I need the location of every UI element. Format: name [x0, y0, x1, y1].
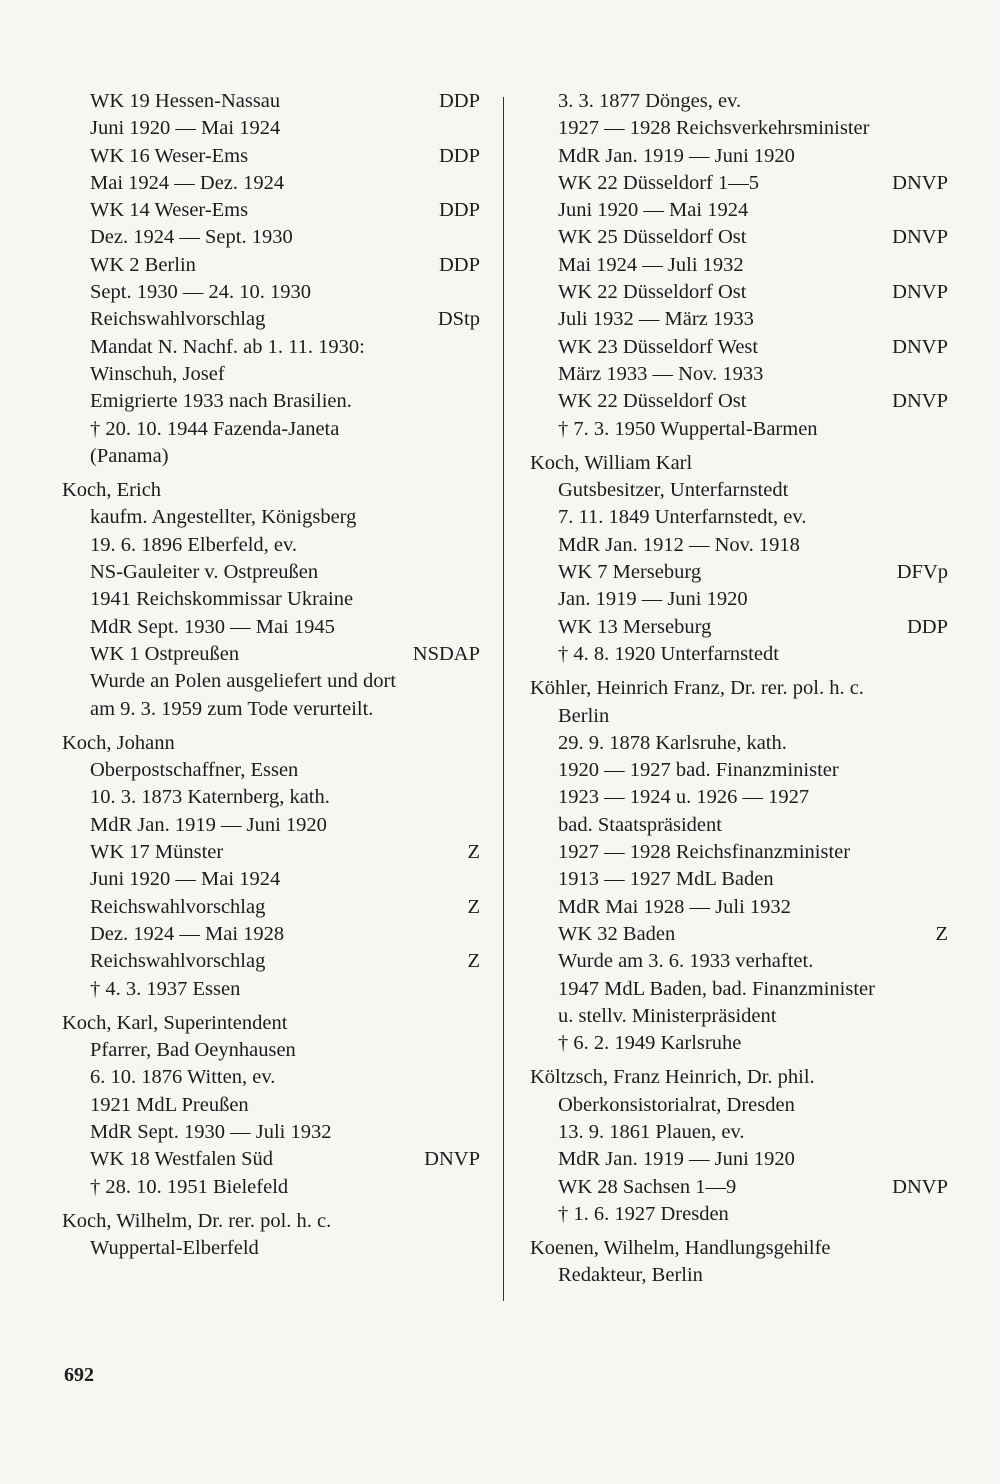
line-text: MdR Jan. 1912 — Nov. 1918: [558, 533, 800, 556]
line-text: (Panama): [90, 444, 169, 467]
entry-line: [62, 170, 480, 197]
line-text: Wurde an Polen ausgeliefert und dort: [90, 670, 397, 693]
line-text: MdR Jan. 1919 — Juni 1920: [558, 144, 795, 167]
line-text: WK 23 Düsseldorf West: [558, 335, 759, 358]
line-text: Sept. 1930 — 24. 10. 1930: [90, 281, 311, 304]
entry-line: [62, 388, 480, 415]
entry-line: [62, 1146, 480, 1173]
entry-line: [530, 1092, 948, 1119]
biography-entry: [62, 730, 480, 1003]
entry-heading: [530, 1235, 948, 1262]
line-text: Berlin: [558, 704, 610, 727]
entry-line: [62, 812, 480, 839]
line-text: Redakteur, Berlin: [558, 1264, 703, 1287]
entry-line: [530, 730, 948, 757]
line-text: 1923 — 1924 u. 1926 — 1927: [558, 786, 810, 809]
entry-line: [530, 1201, 948, 1228]
party-label: DNVP: [892, 390, 948, 413]
line-text: Wurde am 3. 6. 1933 verhaftet.: [558, 950, 814, 973]
entry-heading: [530, 450, 948, 477]
line-text: 1927 — 1928 Reichsverkehrsminister: [558, 117, 870, 140]
line-text: 1941 Reichskommissar Ukraine: [90, 588, 354, 611]
line-text: WK 17 Münster: [90, 841, 224, 864]
biography-entry: [62, 88, 480, 470]
entry-line: [530, 170, 948, 197]
entry-line: [530, 143, 948, 170]
line-text: März 1933 — Nov. 1933: [558, 362, 764, 385]
entry-line: [62, 224, 480, 251]
line-text: Reichswahlvorschlag: [90, 308, 266, 331]
entry-line: [62, 1092, 480, 1119]
entry-line: [530, 477, 948, 504]
party-label: Z: [467, 895, 480, 918]
entry-line: [530, 306, 948, 333]
party-label: DDP: [438, 199, 480, 222]
entry-line: [530, 641, 948, 668]
party-label: DDP: [438, 90, 480, 112]
line-text: 7. 11. 1849 Unterfarnstedt, ev.: [558, 506, 807, 529]
line-text: WK 19 Hessen-Nassau: [90, 90, 281, 112]
line-text: WK 2 Berlin: [90, 253, 196, 276]
entry-line: [62, 586, 480, 613]
line-text: kaufm. Angestellter, Königsberg: [90, 506, 357, 529]
line-text: Dez. 1924 — Mai 1928: [90, 922, 285, 945]
entry-line: [530, 586, 948, 613]
entry-line: [62, 559, 480, 586]
entry-heading: [62, 1208, 480, 1235]
line-text: Koenen, Wilhelm, Handlungsgehilfe: [530, 1237, 831, 1260]
entry-line: [62, 894, 480, 921]
entry-line: [62, 115, 480, 142]
line-text: 1927 — 1928 Reichsfinanzminister: [558, 841, 851, 864]
party-label: DDP: [438, 253, 480, 276]
party-label: DFVp: [896, 561, 948, 584]
party-label: DNVP: [892, 281, 948, 304]
entry-line: [62, 641, 480, 668]
entry-line: [530, 839, 948, 866]
line-text: Oberpostschaffner, Essen: [90, 759, 299, 782]
party-label: NSDAP: [412, 642, 480, 665]
line-text: Koch, Wilhelm, Dr. rer. pol. h. c.: [62, 1209, 332, 1232]
line-text: WK 13 Merseburg: [558, 615, 712, 638]
line-text: 6. 10. 1876 Witten, ev.: [90, 1066, 276, 1089]
biography-entry: [530, 675, 948, 1057]
line-text: Mai 1924 — Dez. 1924: [90, 171, 285, 194]
entry-line: [530, 1003, 948, 1030]
line-text: † 28. 10. 1951 Bielefeld: [90, 1175, 289, 1198]
entry-line: [530, 279, 948, 306]
line-text: MdR Jan. 1919 — Juni 1920: [558, 1148, 795, 1171]
entry-line: [62, 1119, 480, 1146]
line-text: 1913 — 1927 MdL Baden: [558, 868, 774, 891]
party-label: DStp: [437, 308, 480, 331]
right-column: [530, 88, 948, 1297]
entry-line: [62, 416, 480, 443]
party-label: DNVP: [892, 226, 948, 249]
line-text: WK 22 Düsseldorf Ost: [558, 390, 747, 413]
line-text: MdR Sept. 1930 — Juli 1932: [90, 1120, 332, 1143]
entry-line: [530, 115, 948, 142]
line-text: Wuppertal-Elberfeld: [90, 1237, 259, 1260]
entry-line: [62, 757, 480, 784]
entry-line: [530, 921, 948, 948]
biography-entry: [530, 1064, 948, 1228]
line-text: † 4. 3. 1937 Essen: [90, 977, 241, 1000]
party-label: DNVP: [892, 335, 948, 358]
entry-line: [530, 1146, 948, 1173]
entry-line: [530, 1030, 948, 1057]
entry-line: [62, 532, 480, 559]
line-text: Koch, Johann: [62, 731, 175, 754]
entry-line: [530, 1119, 948, 1146]
line-text: Oberkonsistorialrat, Dresden: [558, 1093, 795, 1116]
entry-line: [62, 784, 480, 811]
entry-line: [530, 894, 948, 921]
entry-line: [62, 614, 480, 641]
line-text: WK 25 Düsseldorf Ost: [558, 226, 747, 249]
line-text: WK 22 Düsseldorf 1—5: [558, 171, 759, 194]
line-text: Gutsbesitzer, Unterfarnstedt: [558, 479, 789, 502]
entry-line: [62, 306, 480, 333]
line-text: Winschuh, Josef: [90, 362, 225, 385]
entry-heading: [530, 675, 948, 702]
entry-line: [530, 976, 948, 1003]
line-text: MdR Mai 1928 — Juli 1932: [558, 895, 791, 918]
line-text: Mai 1924 — Juli 1932: [558, 253, 744, 276]
entry-line: [530, 224, 948, 251]
entry-line: [62, 443, 480, 470]
entry-line: [62, 197, 480, 224]
biography-entry: [62, 1010, 480, 1201]
line-text: WK 1 Ostpreußen: [90, 642, 240, 665]
line-text: Emigrierte 1933 nach Brasilien.: [90, 390, 352, 413]
entry-heading: [62, 730, 480, 757]
line-text: am 9. 3. 1959 zum Tode verurteilt.: [90, 697, 374, 720]
party-label: Z: [467, 950, 480, 973]
entry-line: [62, 668, 480, 695]
entry-line: [530, 88, 948, 115]
line-text: 10. 3. 1873 Katernberg, kath.: [90, 786, 330, 809]
biography-entry: [62, 1208, 480, 1263]
line-text: WK 14 Weser-Ems: [90, 199, 249, 222]
entry-line: [530, 1262, 948, 1289]
line-text: WK 32 Baden: [558, 922, 676, 945]
entry-line: [530, 532, 948, 559]
line-text: † 1. 6. 1927 Dresden: [558, 1202, 729, 1225]
line-text: Juni 1920 — Mai 1924: [558, 199, 749, 222]
line-text: WK 7 Merseburg: [558, 561, 702, 584]
entry-line: [530, 1174, 948, 1201]
line-text: Juni 1920 — Mai 1924: [90, 117, 281, 140]
line-text: † 20. 10. 1944 Fazenda-Janeta: [90, 417, 340, 440]
entry-line: [530, 757, 948, 784]
line-text: Koch, Erich: [62, 479, 162, 502]
line-text: Koch, Karl, Superintendent: [62, 1011, 288, 1034]
party-label: DDP: [906, 615, 948, 638]
line-text: 19. 6. 1896 Elberfeld, ev.: [90, 533, 298, 556]
entry-line: [62, 279, 480, 306]
line-text: Reichswahlvorschlag: [90, 895, 266, 918]
line-text: Mandat N. Nachf. ab 1. 11. 1930:: [90, 335, 365, 358]
line-text: Dez. 1924 — Sept. 1930: [90, 226, 293, 249]
entry-line: [530, 252, 948, 279]
entry-line: [62, 504, 480, 531]
line-text: WK 22 Düsseldorf Ost: [558, 281, 747, 304]
entry-line: [62, 1174, 480, 1201]
line-text: 3. 3. 1877 Dönges, ev.: [558, 90, 742, 112]
line-text: Juni 1920 — Mai 1924: [90, 868, 281, 891]
line-text: Köhler, Heinrich Franz, Dr. rer. pol. h. c.: [530, 677, 864, 700]
entry-heading: [62, 477, 480, 504]
line-text: WK 18 Westfalen Süd: [90, 1148, 274, 1171]
entry-line: [62, 839, 480, 866]
line-text: Költzsch, Franz Heinrich, Dr. phil.: [530, 1066, 815, 1089]
line-text: † 4. 8. 1920 Unterfarnstedt: [558, 642, 779, 665]
entry-line: [62, 1037, 480, 1064]
line-text: Reichswahlvorschlag: [90, 950, 266, 973]
party-label: DNVP: [424, 1148, 480, 1171]
line-text: 13. 9. 1861 Plauen, ev.: [558, 1120, 745, 1143]
entry-line: [62, 1235, 480, 1262]
entry-line: [530, 388, 948, 415]
line-text: 1920 — 1927 bad. Finanzminister: [558, 759, 839, 782]
entry-line: [530, 614, 948, 641]
line-text: Koch, William Karl: [530, 451, 693, 474]
line-text: Pfarrer, Bad Oeynhausen: [90, 1039, 296, 1062]
line-text: u. stellv. Ministerpräsident: [558, 1004, 777, 1027]
line-text: WK 16 Weser-Ems: [90, 144, 249, 167]
party-label: Z: [467, 841, 480, 864]
entry-line: [62, 88, 480, 115]
entry-line: [530, 334, 948, 361]
line-text: NS-Gauleiter v. Ostpreußen: [90, 561, 319, 584]
page-number: 692: [64, 1364, 94, 1386]
entry-line: [62, 252, 480, 279]
entry-line: [530, 361, 948, 388]
line-text: 1921 MdL Preußen: [90, 1093, 249, 1116]
line-text: 1947 MdL Baden, bad. Finanzminister: [558, 977, 875, 1000]
entry-line: [62, 696, 480, 723]
entry-heading: [530, 1064, 948, 1091]
entry-line: [530, 416, 948, 443]
biography-entry: [530, 88, 948, 443]
biography-entry: [530, 1235, 948, 1290]
entry-heading: [62, 1010, 480, 1037]
line-text: † 7. 3. 1950 Wuppertal-Barmen: [558, 417, 818, 440]
line-text: MdR Sept. 1930 — Mai 1945: [90, 615, 335, 638]
line-text: MdR Jan. 1919 — Juni 1920: [90, 813, 327, 836]
party-label: DNVP: [892, 171, 948, 194]
entry-line: [530, 504, 948, 531]
entry-line: [62, 1064, 480, 1091]
entry-line: [62, 976, 480, 1003]
entry-line: [62, 866, 480, 893]
entry-line: [530, 812, 948, 839]
party-label: Z: [935, 922, 948, 945]
line-text: bad. Staatspräsident: [558, 813, 722, 836]
line-text: Juli 1932 — März 1933: [558, 308, 754, 331]
entry-line: [530, 559, 948, 586]
line-text: WK 28 Sachsen 1—9: [558, 1175, 737, 1198]
entry-line: [62, 361, 480, 388]
left-column: [62, 88, 480, 1269]
entry-line: [62, 143, 480, 170]
line-text: 29. 9. 1878 Karlsruhe, kath.: [558, 731, 787, 754]
line-text: † 6. 2. 1949 Karlsruhe: [558, 1032, 742, 1055]
party-label: DDP: [438, 144, 480, 167]
entry-line: [530, 784, 948, 811]
entry-line: [62, 948, 480, 975]
entry-line: [62, 921, 480, 948]
entry-line: [530, 948, 948, 975]
biography-entry: [62, 477, 480, 723]
entry-line: [530, 197, 948, 224]
biography-entry: [530, 450, 948, 668]
entry-line: [530, 703, 948, 730]
party-label: DNVP: [892, 1175, 948, 1198]
line-text: Jan. 1919 — Juni 1920: [558, 588, 748, 611]
column-divider: [503, 97, 504, 1301]
entry-line: [62, 334, 480, 361]
entry-line: [530, 866, 948, 893]
